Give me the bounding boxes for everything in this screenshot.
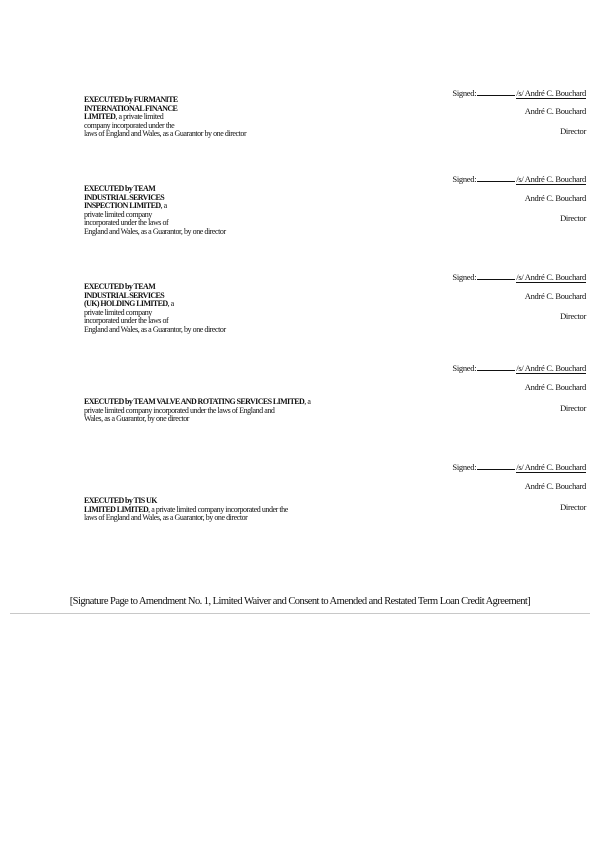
entity-text: laws of England and Wales, as a Guarantor, by one director [84,513,248,523]
signature-value: /s/ André C. Bouchard [516,462,586,472]
entity-name-bold: INDUSTRIAL SERVICES [84,290,165,300]
entity-text: private limited company incorporated under the laws of England and [84,405,275,415]
entity-line [84,228,226,237]
entity-name-bold: (UK) HOLDING LIMITED [84,299,168,309]
entity-name-bold: LIMITED LIMITED [84,504,149,514]
signature-blank [477,95,515,96]
entity-text: company incorporated under the [84,120,175,130]
entity-description [84,497,288,523]
signature-page-footer: [Signature Page to Amendment No. 1, Limited Waiver and Consent to Amended and Restated Term Loan Credit Agreement] [69,596,531,607]
entity-name-bold: EXECUTED by TIS UK [84,496,157,505]
entity-description [84,96,246,139]
signed-line [452,88,586,98]
signed-label: Signed: [452,363,477,373]
entity-name-bold: EXECUTED by TEAM [84,184,156,193]
signed-line [452,462,586,472]
entity-name-bold: INDUSTRIAL SERVICES [84,192,165,202]
entity-line [84,514,288,523]
signatory-name: André C. Bouchard [524,481,586,491]
signed-label: Signed: [452,174,477,184]
signatory-title: Director [560,403,586,413]
signatory-name: André C. Bouchard [524,291,586,301]
signatory-name: André C. Bouchard [524,382,586,392]
entity-text: , a private limited company incorporated under the [148,504,288,514]
entity-description [84,283,226,335]
signatory-title: Director [560,502,586,512]
entity-text: Wales, as a Guarantor, by one director [84,414,189,424]
signature-blank [477,370,515,371]
signed-line [452,174,586,184]
entity-text: private limited company [84,307,152,317]
signature-value: /s/ André C. Bouchard [516,363,586,373]
entity-name-bold: EXECUTED by TEAM VALVE AND ROTATING SERVICES LIMITED [84,397,305,406]
entity-text: , a [304,397,311,406]
entity-text: private limited company [84,209,152,219]
signed-line [452,272,586,282]
signature-blank [477,469,515,470]
entity-text: , a [167,299,174,309]
entity-line [84,415,310,424]
signatory-title: Director [560,126,586,136]
entity-text: , a [160,201,167,211]
signed-label: Signed: [452,462,477,472]
entity-line [84,130,246,139]
signature-blank [477,181,515,182]
entity-name-bold: INTERNATIONAL FINANCE [84,103,178,113]
signature-blank [477,279,515,280]
entity-name-bold: INSPECTION LIMITED [84,201,161,211]
entity-text: incorporated under the laws of [84,316,169,326]
signed-line [452,363,586,373]
entity-text: incorporated under the laws of [84,218,169,228]
signature-value: /s/ André C. Bouchard [516,174,586,184]
entity-name-bold: LIMITED [84,112,116,122]
footer-divider [10,613,590,614]
signature-value: /s/ André C. Bouchard [516,272,586,282]
signatory-name: André C. Bouchard [524,106,586,116]
entity-description [84,185,226,237]
signatory-name: André C. Bouchard [524,193,586,203]
signatory-title: Director [560,311,586,321]
entity-text: , a private limited [115,112,164,122]
entity-text: laws of England and Wales, as a Guarantor by one director [84,129,247,139]
entity-text: England and Wales, as a Guarantor, by one director [84,226,226,236]
signatory-title: Director [560,213,586,223]
signed-label: Signed: [452,272,477,282]
entity-text: England and Wales, as a Guarantor, by one director [84,324,226,334]
signed-label: Signed: [452,88,477,98]
entity-line [84,326,226,335]
signature-value: /s/ André C. Bouchard [516,88,586,98]
entity-description [84,398,310,424]
entity-name-bold: EXECUTED by TEAM [84,282,156,291]
entity-name-bold: EXECUTED by FURMANITE [84,95,178,104]
